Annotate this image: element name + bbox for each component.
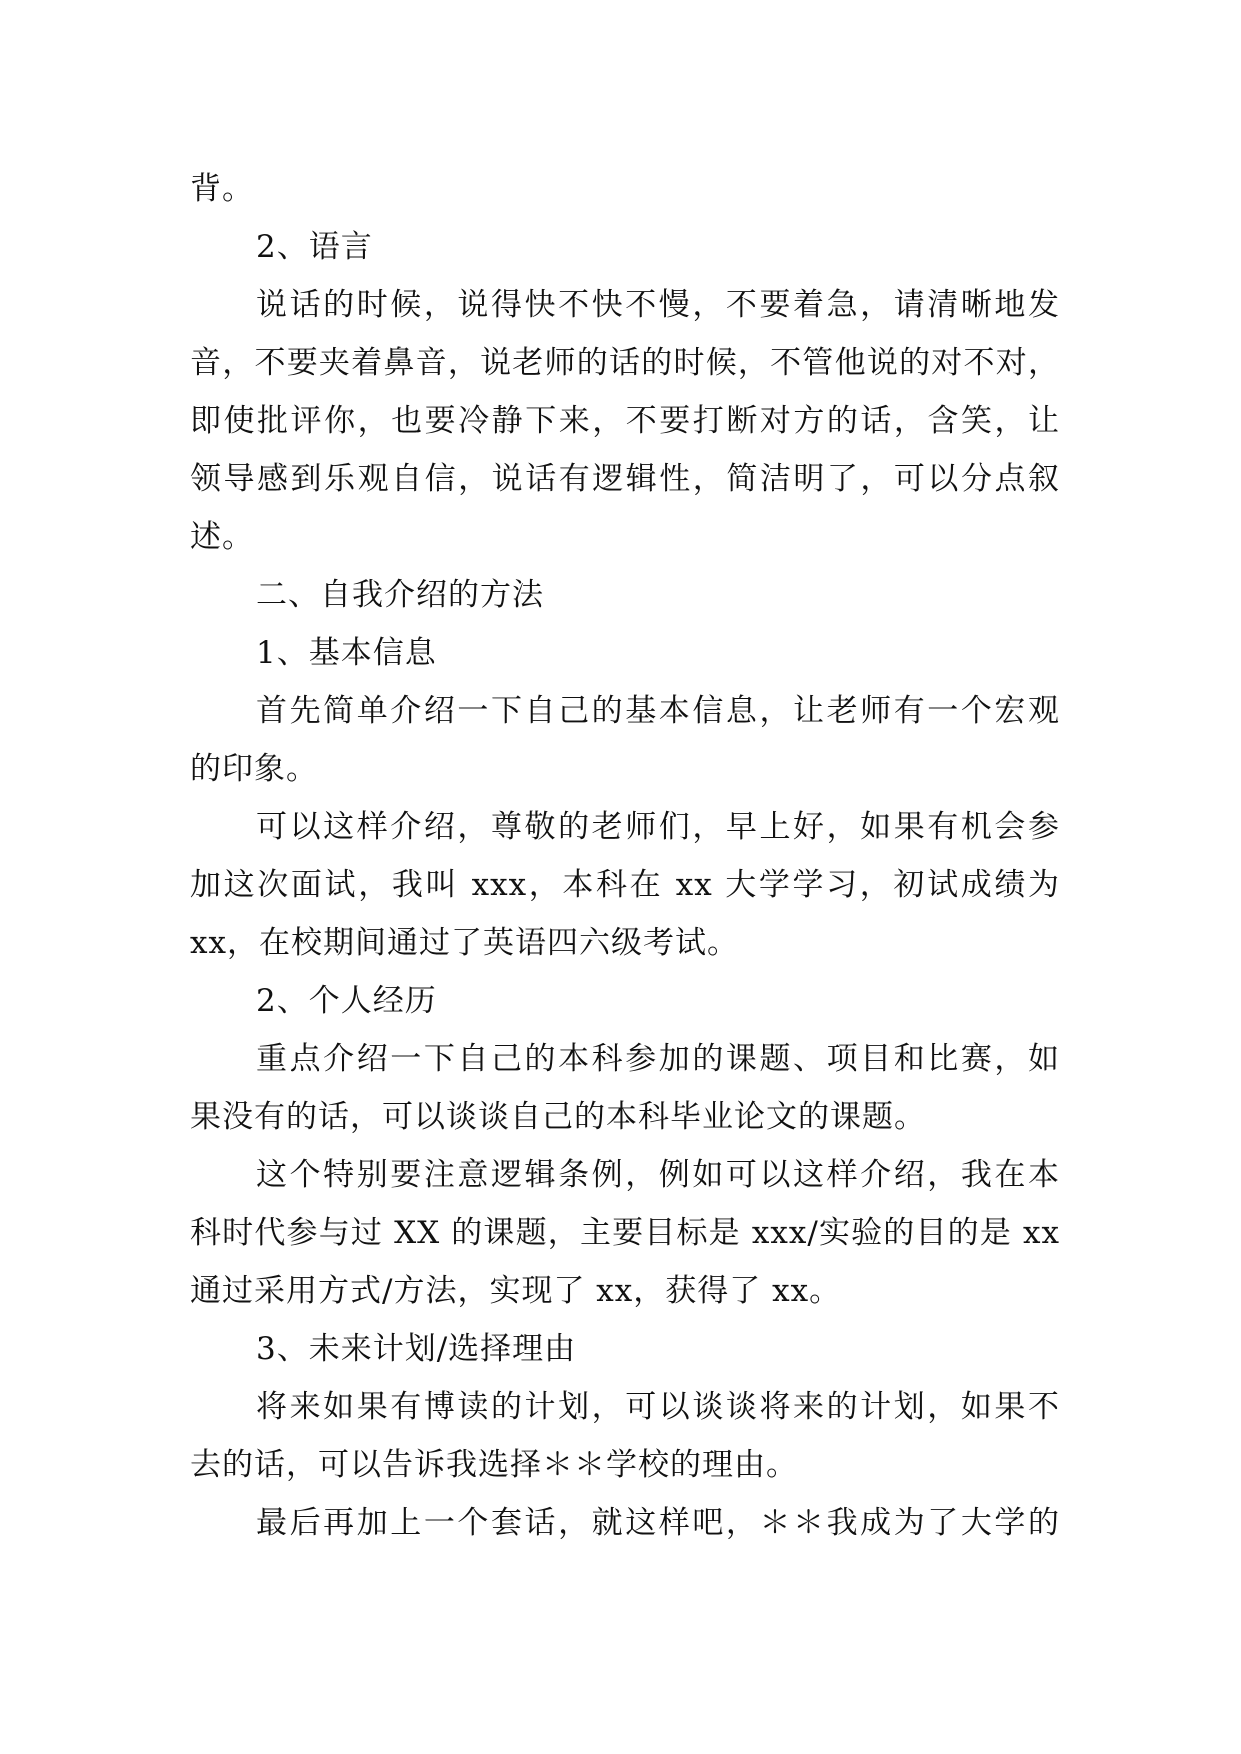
text-line: 将来如果有博读的计划，可以谈谈将来的计划，如果不 — [256, 1389, 1060, 1425]
text-line: 加这次面试，我叫 xxx，本科在 xx 大学学习，初试成绩为 — [190, 867, 1060, 903]
text-line: 果没有的话，可以谈谈自己的本科毕业论文的课题。 — [190, 1099, 926, 1135]
text-line: 的印象。 — [190, 751, 318, 787]
section-heading: 1、基本信息 — [256, 635, 437, 671]
text-line: 通过采用方式/方法，实现了 xx，获得了 xx。 — [190, 1273, 842, 1309]
text-line: 述。 — [190, 519, 254, 555]
text-line: 说话的时候，说得快不快不慢，不要着急，请清晰地发 — [256, 287, 1060, 323]
text-line: 可以这样介绍，尊敬的老师们，早上好，如果有机会参 — [256, 809, 1060, 845]
text-line: 音，不要夹着鼻音，说老师的话的时候，不管他说的对不对， — [190, 345, 1060, 381]
section-heading: 3、未来计划/选择理由 — [256, 1331, 577, 1367]
section-heading: 二、自我介绍的方法 — [256, 577, 544, 613]
text-line: 去的话，可以告诉我选择＊＊学校的理由。 — [190, 1447, 798, 1483]
section-heading: 2、个人经历 — [256, 983, 437, 1019]
document-body — [190, 160, 1060, 1552]
section-heading: 2、语言 — [256, 229, 373, 265]
text-line: 首先简单介绍一下自己的基本信息，让老师有一个宏观 — [256, 693, 1060, 729]
text-line: 背。 — [190, 171, 254, 207]
text-line: 即使批评你，也要冷静下来，不要打断对方的话，含笑，让 — [190, 403, 1060, 439]
text-line: 领导感到乐观自信，说话有逻辑性，简洁明了，可以分点叙 — [190, 461, 1060, 497]
text-line: xx，在校期间通过了英语四六级考试。 — [190, 925, 739, 961]
text-line: 重点介绍一下自己的本科参加的课题、项目和比赛，如 — [256, 1041, 1060, 1077]
text-line: 科时代参与过 XX 的课题，主要目标是 xxx/实验的目的是 xx — [190, 1215, 1060, 1251]
text-line: 这个特别要注意逻辑条例，例如可以这样介绍，我在本 — [256, 1157, 1060, 1193]
text-line: 最后再加上一个套话，就这样吧，＊＊我成为了大学的 — [256, 1505, 1060, 1541]
